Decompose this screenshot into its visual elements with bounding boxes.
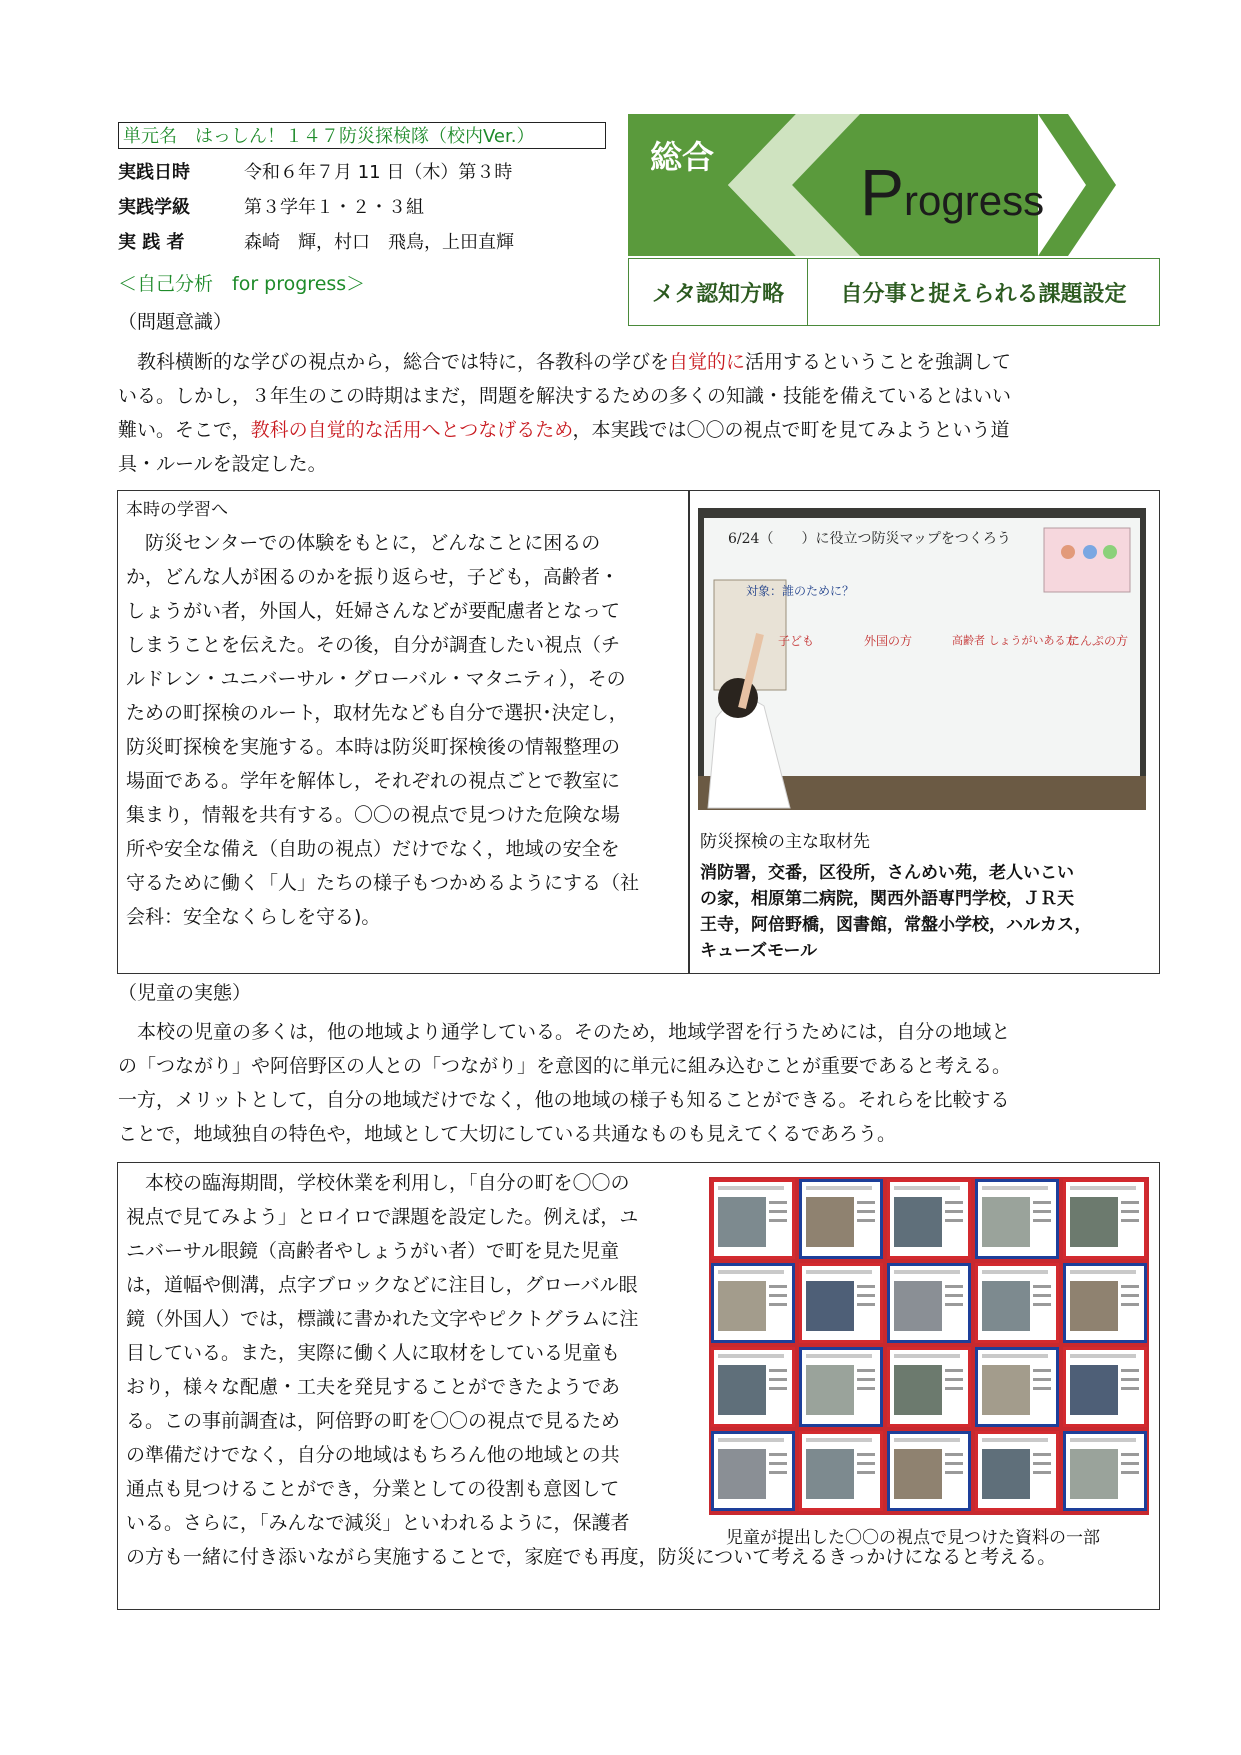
meta-teachers-value: 森崎 輝，村口 飛鳥，上田直輝 — [244, 232, 514, 253]
slide-text-line — [945, 1294, 963, 1297]
slide-text-line — [1033, 1303, 1051, 1306]
slide-photo — [894, 1365, 942, 1415]
slide-text-line — [769, 1303, 787, 1306]
slide-text-line — [769, 1210, 787, 1213]
slide-header-line — [894, 1438, 960, 1442]
slide-header-line — [894, 1186, 960, 1190]
progress-initial: P — [860, 155, 905, 229]
slide-photo — [718, 1449, 766, 1499]
whiteboard-title: 6/24（ ）に役立つ防災マップをつくろう — [728, 531, 1011, 547]
slide-text-line — [1033, 1219, 1051, 1222]
meta-date — [118, 158, 512, 188]
slide-header-line — [806, 1270, 872, 1274]
slide-photo — [982, 1449, 1030, 1499]
slide-header-line — [894, 1354, 960, 1358]
slide-text-line — [1121, 1369, 1139, 1372]
slide-text-line — [1033, 1471, 1051, 1474]
whiteboard-group: 外国の方 — [864, 634, 913, 648]
slide-header-line — [982, 1270, 1048, 1274]
slide-photo — [806, 1281, 854, 1331]
whiteboard-group: 高齢者 しょうがいある方 — [952, 634, 1077, 647]
slide-text-line — [945, 1285, 963, 1288]
problem-line: 教科横断的な学びの視点から，総合では特に，各教科の学びを自覚的に活用するということを強調して — [118, 351, 1012, 373]
slide-text-line — [1121, 1285, 1139, 1288]
slide-header-line — [718, 1186, 784, 1190]
slide-text-line — [1033, 1210, 1051, 1213]
whiteboard-group: 子ども — [778, 634, 815, 648]
places-list: 消防署，交番，区役所，さんめい苑，老人いこい の家，相原第二病院，関西外語専門学校，ＪＲ天 王寺，阿倍野橋，図書館，常盤小学校，ハルカス， キューズモール — [700, 863, 1092, 961]
slide-text-line — [945, 1378, 963, 1381]
slide-text-line — [769, 1201, 787, 1204]
slide-header-line — [1070, 1438, 1136, 1442]
slide-text-line — [945, 1201, 963, 1204]
student-head — [718, 678, 758, 718]
children-paragraph: 本校の児童の多くは，他の地域より通学している。そのため，地域学習を行うためには，自分の地域と の「つながり」や阿倍野区の人との「つながり」を意図的に単元に組み込むことが重要であると考える。 一方，メリットとして，自分の地域だけでなく，他の地域の様子も知ることができる。それらを比較する ことで，地域独自の特色や，地域として大切にしている共通なものも見えてくるであろう。 — [118, 1021, 1012, 1145]
whiteboard-scene — [698, 508, 1146, 810]
lesson-box-divider — [688, 490, 690, 974]
unit-title: 単元名 はっしん！１４７防災探検隊（校内Ver.） — [118, 122, 606, 149]
whiteboard-target: 対象：誰のために？ — [746, 584, 855, 598]
slide-header-line — [982, 1354, 1048, 1358]
slide-header-line — [982, 1186, 1048, 1190]
slide-header-line — [894, 1270, 960, 1274]
slide-photo — [1070, 1197, 1118, 1247]
slide-text-line — [945, 1219, 963, 1222]
slide-text-line — [1121, 1462, 1139, 1465]
slide-text-line — [1033, 1387, 1051, 1390]
slide-text-line — [769, 1369, 787, 1372]
meta-teachers — [118, 228, 514, 258]
survey-last-line: の方も一緒に付き添いながら実施することで，家庭でも再度，防災について考えるきっかけになると考える。 — [126, 1546, 1057, 1568]
slide-text-line — [945, 1369, 963, 1372]
slide-header-line — [1070, 1270, 1136, 1274]
progress-wordmark — [860, 154, 1044, 230]
whiteboard-photo — [698, 508, 1146, 810]
slide-header-line — [806, 1186, 872, 1190]
slide-photo — [1070, 1365, 1118, 1415]
slide-text-line — [945, 1210, 963, 1213]
slide-photo — [806, 1449, 854, 1499]
slide-text-line — [769, 1285, 787, 1288]
slide-header-line — [806, 1438, 872, 1442]
slide-text-line — [945, 1387, 963, 1390]
survey-text: 本校の臨海期間，学校休業を利用し，「自分の町を〇〇の 視点で見てみよう」とロイロで課題を設定した。例えば，ユ ニバーサル眼鏡（高齢者やしょうがい者）で町を見た児童 は，道幅や側溝，点字ブロックなどに注目し，グローバル眼 鏡（外国人）では，標識に書かれた文字やピクトグラムに注 目している。また，実際に働く人に取材をしている児童も おり，様々な配慮・工夫を発見することができたようであ る。この事前調査は，阿倍野の町を〇〇の視点で見るため の準備だけでなく，自分の地域はもちろん他の地域との共 通点も見つけることができ，分業としての役割も意図して いる。さらに，「みんなで減災」といわれるように，保護者 — [126, 1172, 639, 1534]
person-icon — [1103, 545, 1117, 559]
poster-people — [1044, 528, 1130, 592]
strategy-row — [628, 258, 1160, 326]
slide-text-line — [769, 1378, 787, 1381]
meta-date-key: 実践日時 — [118, 162, 190, 183]
strategy-value: 自分事と捉えられる課題設定 — [840, 281, 1127, 307]
slide-text-line — [1033, 1369, 1051, 1372]
slide-text-line — [1033, 1453, 1051, 1456]
slide-text-line — [1033, 1285, 1051, 1288]
places-caption: 防災探検の主な取材先 — [700, 832, 870, 852]
slide-header-line — [806, 1354, 872, 1358]
highlight-text: 自覚的に — [669, 351, 746, 373]
slide-text-line — [1033, 1378, 1051, 1381]
self-analysis-heading: ＜自己分析 for progress＞ — [118, 273, 366, 295]
meta-class-value: 第３学年１・２・３組 — [244, 197, 424, 218]
slide-text-line — [857, 1210, 875, 1213]
strategy-label: メタ認知方略 — [629, 259, 808, 325]
slide-photo — [982, 1197, 1030, 1247]
slide-text-line — [857, 1219, 875, 1222]
slide-text-line — [1121, 1294, 1139, 1297]
slide-text-line — [857, 1471, 875, 1474]
whiteboard-group: にんぷの方 — [1068, 634, 1129, 648]
slide-header-line — [1070, 1186, 1136, 1190]
slide-text-line — [857, 1378, 875, 1381]
slide-text-line — [945, 1453, 963, 1456]
slide-text-line — [1121, 1387, 1139, 1390]
slide-text-line — [769, 1294, 787, 1297]
slide-text-line — [769, 1462, 787, 1465]
meta-teachers-key: 実 践 者 — [118, 232, 185, 253]
slide-photo — [718, 1281, 766, 1331]
slide-photo — [894, 1197, 942, 1247]
problem-heading: （問題意識） — [118, 311, 233, 333]
slide-text-line — [857, 1303, 875, 1306]
slide-text-line — [1121, 1471, 1139, 1474]
slide-text-line — [857, 1453, 875, 1456]
collage-caption: 児童が提出した〇〇の視点で見つけた資料の一部 — [726, 1528, 1100, 1548]
slide-text-line — [857, 1462, 875, 1465]
student-materials-collage — [709, 1177, 1149, 1515]
children-heading: （児童の実態） — [118, 982, 252, 1004]
slide-header-line — [718, 1438, 784, 1442]
slide-photo — [894, 1449, 942, 1499]
slide-header-line — [718, 1270, 784, 1274]
slide-text-line — [857, 1387, 875, 1390]
slide-photo — [806, 1365, 854, 1415]
slide-text-line — [945, 1462, 963, 1465]
slide-photo — [806, 1197, 854, 1247]
person-icon — [1061, 545, 1075, 559]
slide-header-line — [718, 1354, 784, 1358]
collage-grid — [709, 1177, 1149, 1515]
meta-class-key: 実践学級 — [118, 197, 190, 218]
progress-rest: rogress — [904, 177, 1045, 224]
problem-paragraph — [118, 345, 1118, 481]
slide-text-line — [1121, 1453, 1139, 1456]
slide-text-line — [1121, 1210, 1139, 1213]
meta-date-value: 令和６年７月 11 日（木）第３時 — [244, 162, 513, 183]
slide-photo — [982, 1365, 1030, 1415]
slide-text-line — [1033, 1201, 1051, 1204]
slide-text-line — [857, 1369, 875, 1372]
banner-chevron-right — [1038, 114, 1116, 256]
subject-label: 総合 — [650, 138, 715, 176]
slide-photo — [1070, 1449, 1118, 1499]
slide-photo — [718, 1197, 766, 1247]
slide-text-line — [945, 1303, 963, 1306]
slide-text-line — [1121, 1378, 1139, 1381]
lesson-text: 防災センターでの体験をもとに，どんなことに困るの か，どんな人が困るのかを振り返らせ，子ども，高齢者・ しょうがい者，外国人，妊婦さんなどが要配慮者となって しまうことを伝えた。その後，自分が調査したい視点（チ ルドレン・ユニバーサル・グローバル・マタニティ），その ための町探検のルート，取材先なども自分で選択･決定し， 防災町探検を実施する。本時は防災町探検後の情報整理の 場面である。学年を解体し，それぞれの視点ごとで教室に 集まり，情報を共有する。〇〇の視点で見つけた危険な場 所や安全な備え（自助の視点）だけでなく，地域の安全を 守るために働く「人」たちの様子もつかめるようにする（社 会科：安全なくらしを守る)。 — [126, 532, 640, 928]
slide-header-line — [1070, 1354, 1136, 1358]
slide-text-line — [1033, 1462, 1051, 1465]
meta-class — [118, 193, 424, 223]
problem-line: 難い。そこで，教科の自覚的な活用へとつなげるため，本実践では〇〇の視点で町を見てみようという道 — [118, 419, 1010, 441]
slide-text-line — [1121, 1201, 1139, 1204]
slide-text-line — [1121, 1303, 1139, 1306]
slide-text-line — [769, 1471, 787, 1474]
highlight-text: 教科の自覚的な活用へとつなげるため — [250, 419, 573, 441]
person-icon — [1083, 545, 1097, 559]
slide-header-line — [982, 1438, 1048, 1442]
problem-line: いる。しかし，３年生のこの時期はまだ，問題を解決するための多くの知識・技能を備えているとはいい — [118, 385, 1012, 407]
lesson-heading: 本時の学習へ — [126, 500, 228, 520]
slide-text-line — [1033, 1294, 1051, 1297]
slide-text-line — [857, 1294, 875, 1297]
slide-photo — [1070, 1281, 1118, 1331]
slide-photo — [718, 1365, 766, 1415]
slide-text-line — [769, 1453, 787, 1456]
slide-text-line — [1121, 1219, 1139, 1222]
problem-line: 具・ルールを設定した。 — [118, 453, 327, 475]
slide-text-line — [945, 1471, 963, 1474]
slide-text-line — [769, 1387, 787, 1390]
slide-text-line — [769, 1219, 787, 1222]
slide-text-line — [857, 1285, 875, 1288]
slide-photo — [982, 1281, 1030, 1331]
slide-photo — [894, 1281, 942, 1331]
slide-text-line — [857, 1201, 875, 1204]
